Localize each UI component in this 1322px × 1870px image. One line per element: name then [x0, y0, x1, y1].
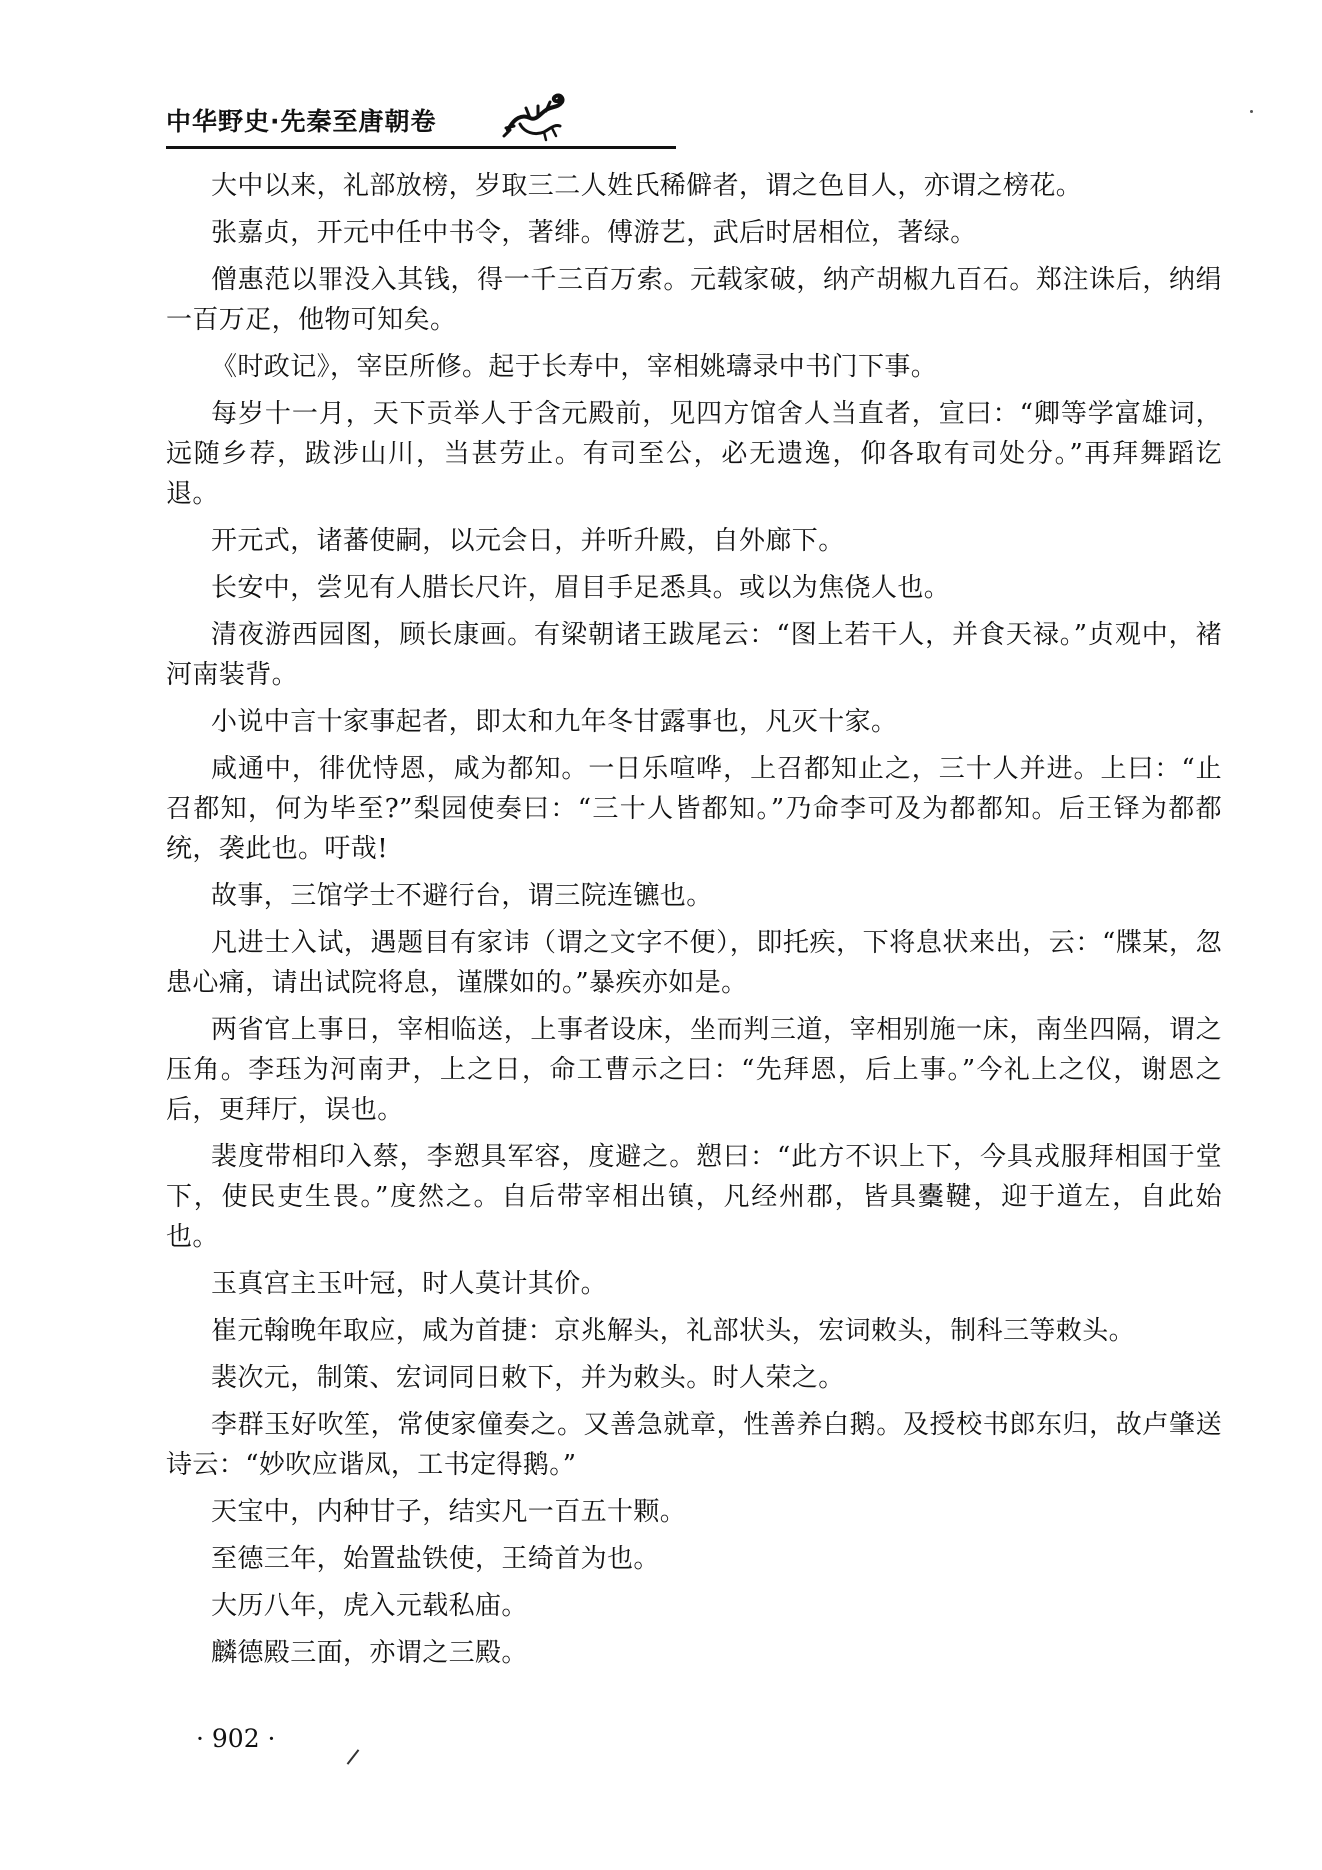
book-title: 中华野史·先秦至唐朝卷: [166, 107, 437, 136]
running-header: [166, 98, 1226, 150]
paragraph: 张嘉贞，开元中任中书令，著绯。傅游艺，武后时居相位，著绿。: [211, 218, 977, 248]
paragraph: 长安中，尝见有人腊长尺许，眉目手足悉具。或以为焦侥人也。: [211, 573, 951, 603]
paragraph: 两省官上事日，宰相临送，上事者设床，坐而判三道，宰相别施一床，南坐四隔，谓之压角。李珏为河南尹，上之日，命工曹示之曰：“先拜恩，后上事。”今礼上之仪，谢恩之后，更拜厅，误也。: [166, 1015, 1222, 1125]
paragraph: 僧惠范以罪没入其钱，得一千三百万索。元载家破，纳产胡椒九百石。郑注诛后，纳绢一百万疋，他物可知矣。: [166, 265, 1222, 335]
paragraph: 凡进士入试，遇题目有家讳（谓之文字不便），即托疾，下将息状来出，云：“牒某，忽患心痛，请出试院将息，谨牒如的。”暴疾亦如是。: [166, 928, 1222, 998]
dragon-icon: [500, 84, 572, 144]
paragraph: 大历八年，虎入元载私庙。: [211, 1591, 528, 1621]
paragraph: 小说中言十家事起者，即太和九年冬甘露事也，凡灭十家。: [211, 707, 898, 737]
paragraph: 裴度带相印入蔡，李愬具军容，度避之。愬曰：“此方不识上下，今具戎服拜相国于堂下，使民吏生畏。”度然之。自后带宰相出镇，凡经州郡，皆具櫜鞬，迎于道左，自此始也。: [166, 1142, 1222, 1252]
paragraph: 玉真宫主玉叶冠，时人莫计其价。: [211, 1269, 608, 1299]
page-number: · 902 ·: [196, 1724, 276, 1753]
paragraph: 咸通中，徘优恃恩，咸为都知。一日乐喧哗，上召都知止之，三十人并进。上曰：“止召都知，何为毕至?”梨园使奏曰：“三十人皆都知。”乃命李可及为都都知。后王铎为都都统，袭此也。吁哉!: [166, 754, 1222, 864]
paragraph: 故事，三馆学士不避行台，谓三院连镳也。: [211, 881, 713, 911]
paragraph: 大中以来，礼部放榜，岁取三二人姓氏稀僻者，谓之色目人，亦谓之榜花。: [211, 171, 1083, 201]
scan-speck: [1250, 110, 1253, 113]
body-text: [166, 166, 1222, 1680]
paragraph: 裴次元，制策、宏词同日敕下，并为敕头。时人荣之。: [211, 1363, 845, 1393]
paragraph: 麟德殿三面，亦谓之三殿。: [211, 1638, 528, 1668]
header-rule: [166, 146, 676, 149]
paragraph: 至德三年，始置盐铁使，王绮首为也。: [211, 1544, 660, 1574]
scan-mark: [347, 1749, 360, 1764]
paragraph: 崔元翰晚年取应，咸为首捷：京兆解头，礼部状头，宏词敕头，制科三等敕头。: [211, 1316, 1136, 1346]
paragraph: 每岁十一月，天下贡举人于含元殿前，见四方馆舍人当直者，宣曰：“卿等学富雄词，远随乡荐，跋涉山川，当甚劳止。有司至公，必无遗逸，仰各取有司处分。”再拜舞蹈讫退。: [166, 399, 1222, 509]
paragraph: 开元式，诸蕃使嗣，以元会日，并听升殿，自外廊下。: [211, 526, 845, 556]
paragraph: 清夜游西园图，顾长康画。有梁朝诸王跋尾云：“图上若干人，并食天禄。”贞观中，褚河南装背。: [166, 620, 1222, 690]
paragraph: 《时政记》，宰臣所修。起于长寿中，宰相姚璹录中书门下事。: [211, 352, 938, 382]
paragraph: 李群玉好吹笙，常使家僮奏之。又善急就章，性善养白鹅。及授校书郎东归，故卢肇送诗云：“妙吹应谐凤，工书定得鹅。”: [166, 1410, 1222, 1480]
paragraph: 天宝中，内种甘子，结实凡一百五十颗。: [211, 1497, 687, 1527]
